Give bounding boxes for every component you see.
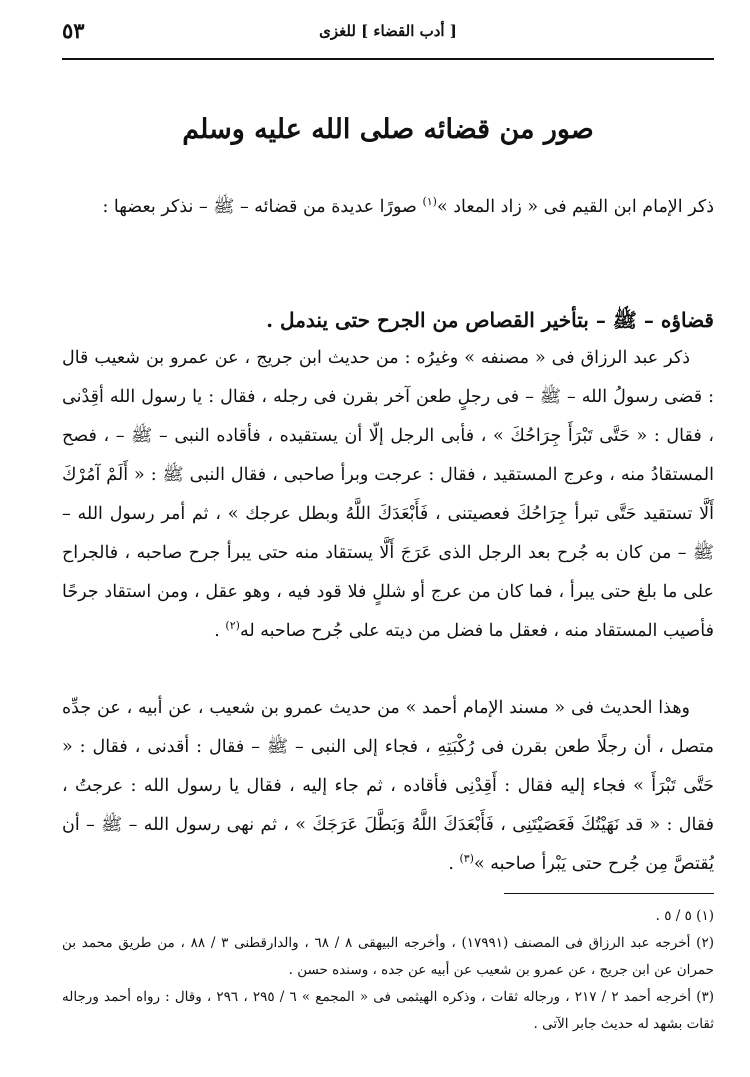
footnote-2: (٢) أخرجه عبد الرزاق فى المصنف (١٧٩٩١) ، وأخرجه البيهقى ٨ / ٦٨ ، والدارقطنى ٣ / ٨٨ ، من طريق محمد بن حمران عن ابن جريج ، عن عمرو بن شعيب عن أبيه عن جده ، وسنده حسن . xyxy=(62,935,714,978)
paragraph-1-text: ذكر عبد الرزاق فى « مصنفه » وغيرُه : من حديث ابن جريج ، عن عمرو بن شعيب قال : قضى رسولُ الله – ﷺ – فى رجلٍ طعن آخر بقرن فى رجله ، فقال : يا رسول الله أقِدْنى ، فقال : « حَتَّى تَبْرَأَ جِرَاحُكَ » ، فأبى الرجل إلّا أن يستقيده ، فأقاده النبى – ﷺ – ، فصح المستقادُ منه ، وعرج المستقيد ، فقال : عرجت وبرأ صاحبى ، فقال النبى ﷺ : « أَلَمْ آمُرْكَ أَلَّا تستقيد حَتَّى تبرأ جِرَاحُكَ فعصيتنى ، فَأَبْعَدَكَ اللَّهُ وبطل عرجك » ، ثم أمر رسول الله – ﷺ – من كان به جُرح بعد الرجل الذى عَرَجَ أَلَّا يستقاد منه حتى يبرأ جرح صاحبه ، فالجراح على ما بلغ حتى يبرأ ، فما كان من عرج أو شللٍ فلا قود فيه ، وهو عقل ، ومن استقاد جرحًا فأصيب المستقاد منه ، فعقل ما فضل من ديته على جُرح صاحبه له xyxy=(62,348,714,641)
footnotes xyxy=(62,903,714,1038)
intro-text-after: صورًا عديدة من قضائه – ﷺ – نذكر بعضها : xyxy=(102,197,423,217)
intro-paragraph xyxy=(62,188,714,227)
paragraph-1-text-after: . xyxy=(214,621,226,641)
footnote-3: (٣) أخرجه أحمد ٢ / ٢١٧ ، ورجاله ثقات ، وذكره الهيثمى فى « المجمع » ٦ / ٢٩٥ ، ٢٩٦ ، وقال : رواه أحمد ورجاله ثقات بشهد له حديث جابر الآتى . xyxy=(62,989,715,1032)
header-rule xyxy=(62,58,714,60)
paragraph-1 xyxy=(62,339,714,651)
footnote-ref-1: (١) xyxy=(422,195,437,209)
footnote-1: (١) ٥ / ٥ . xyxy=(655,908,714,924)
chapter-title: صور من قضائه صلى الله عليه وسلم xyxy=(182,114,594,145)
footnote-ref-2: (٢) xyxy=(225,619,240,633)
footnote-ref-3: (٣) xyxy=(459,852,474,866)
page-number: ٥٣ xyxy=(62,18,85,43)
page-header xyxy=(62,18,714,52)
running-title: [ أدب القضاء ] للغزى xyxy=(319,22,457,40)
section-heading: قضاؤه – ﷺ – بتأخير القصاص من الجرح حتى يندمل . xyxy=(266,308,714,332)
paragraph-2-text: وهذا الحديث فى « مسند الإمام أحمد » من حديث عمرو بن شعيب ، عن أبيه ، عن جدِّه متصل ، أن رجلًا طعن بقرن فى رُكْبَتِهِ ، فجاء إلى النبى – ﷺ – فقال : أقدنى ، فقال : « حَتَّى تَبْرَأَ » فجاء إليه فقال : أَقِدْنِى فأقاده ، ثم جاء إليه ، فقال يا رسول الله : عرجتُ ، فقال : « قد نَهَيْتُكَ فَعَصَيْتَنِى ، فَأَبْعَدَكَ اللَّهُ وَبَطَّلَ عَرَجَكَ » ، ثم نهى رسول الله – ﷺ – أن يُقتصَّ مِن جُرح حتى يَبْرأ صاحبه » xyxy=(62,698,714,874)
paragraph-2 xyxy=(62,689,714,884)
paragraph-2-text-after: . xyxy=(448,854,460,874)
intro-text: ذكر الإمام ابن القيم فى « زاد المعاد » xyxy=(436,197,714,217)
footnote-rule xyxy=(504,893,714,894)
